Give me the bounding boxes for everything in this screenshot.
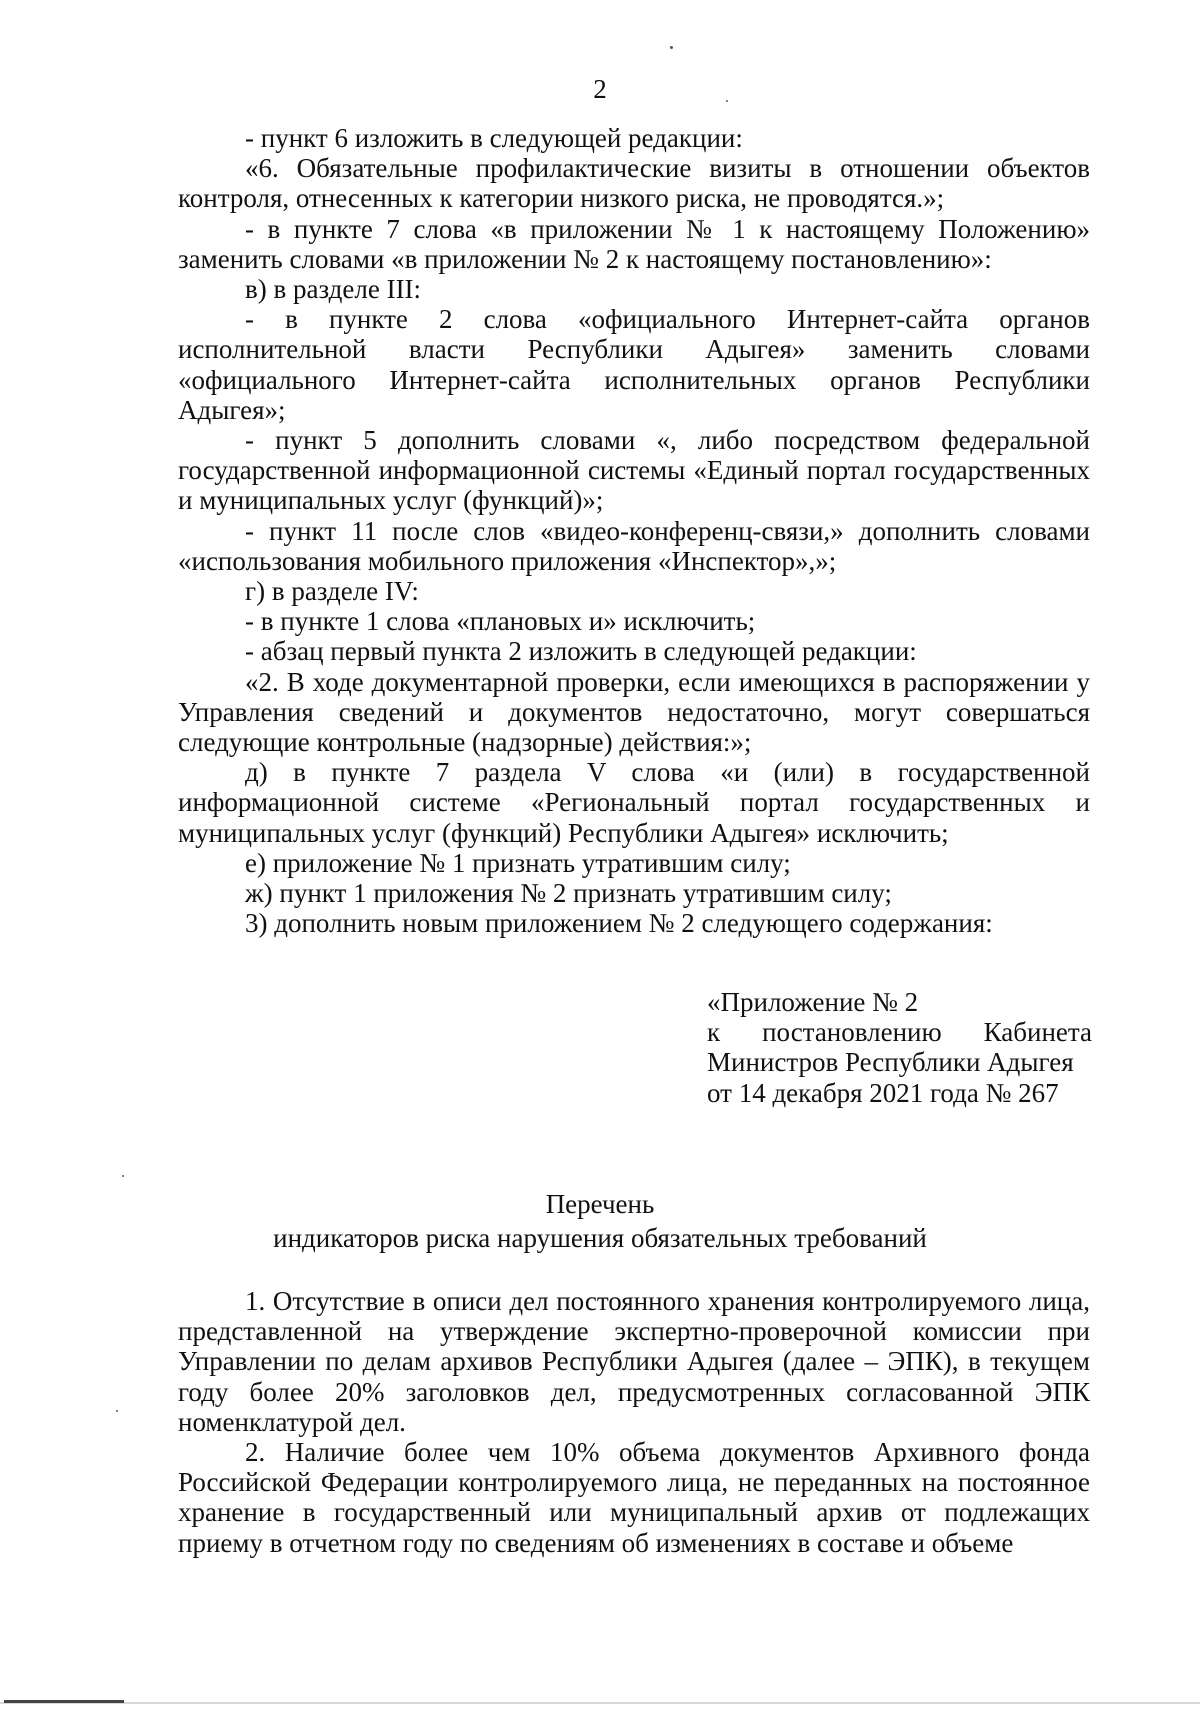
paragraph: д) в пункте 7 раздела V слова «и (или) в государственной информационной системе «Региональный портал государственных и муниципальных услуг (функций) Республики Адыгея» исключить; [178, 757, 1090, 848]
paragraph: - пункт 11 после слов «видео-конференц-связи,» дополнить словами «использования мобильного приложения «Инспектор»,»; [178, 515, 1090, 576]
scan-speck [116, 1410, 118, 1412]
paragraph: ж) пункт 1 приложения № 2 признать утратившим силу; [245, 878, 892, 909]
title-line: индикаторов риска нарушения обязательных требований [273, 1223, 927, 1253]
appendix-reference-word: постановлению [762, 1017, 942, 1048]
paragraph: е) приложение № 1 признать утратившим силу; [245, 847, 791, 878]
paragraph: - пункт 5 дополнить словами «, либо посредством федеральной государственной информационной системы «Единый портал государственных и муниципальных услуг (функций)»; [178, 425, 1090, 516]
appendix-reference-line: Министров Республики Адыгея [707, 1047, 1074, 1078]
appendix-reference-line: от 14 декабря 2021 года № 267 [707, 1077, 1059, 1108]
section-title [0, 1187, 1200, 1255]
appendix-reference-word: Кабинета [983, 1017, 1092, 1048]
list-item: 2. Наличие более чем 10% объема документов Архивного фонда Российской Федерации контролируемого лица, не переданных на постоянное хранение в государственный или муниципальный архив от подлежащих приему в отчетном году по сведениям об изменениях в составе и объеме [178, 1437, 1090, 1558]
paragraph: - в пункте 7 слова «в приложении № 1 к настоящему Положению» заменить словами «в приложении № 2 к настоящему постановлению»: [178, 213, 1090, 274]
list-item: 1. Отсутствие в описи дел постоянного хранения контролируемого лица, представленной на утверждение экспертно-проверочной комиссии при Управлении по делам архивов Республики Адыгея (далее – ЭПК), в текущем году более 20% заголовков дел, предусмотренных согласованной ЭПК номенклатурой дел. [178, 1286, 1090, 1437]
appendix-reference-block [707, 987, 1092, 1108]
scan-speck [122, 1175, 124, 1177]
paragraph: г) в разделе IV: [245, 576, 419, 607]
paragraph: - в пункте 2 слова «официального Интернет-сайта органов исполнительной власти Республики Адыгея» заменить словами «официального Интернет-сайта исполнительных органов Республики Адыгея»; [178, 304, 1090, 425]
appendix-reference-line [707, 1017, 1092, 1047]
paragraph: - пункт 6 изложить в следующей редакции: [245, 123, 743, 153]
amendment-text [178, 123, 1090, 938]
scan-speck [670, 46, 673, 49]
paragraph: - абзац первый пункта 2 изложить в следующей редакции: [245, 636, 917, 667]
paragraph: «2. В ходе документарной проверки, если имеющихся в распоряжении у Управления сведений и документов недостаточно, могут совершаться следующие контрольные (надзорные) действия:»; [178, 666, 1090, 758]
paragraph: «6. Обязательные профилактические визиты в отношении объектов контроля, отнесенных к категории низкого риска, не проводятся.»; [178, 153, 1090, 214]
appendix-reference-line: «Приложение № 2 [707, 987, 919, 1017]
scan-speck [726, 100, 728, 102]
scan-edge-line [0, 1702, 1200, 1704]
page-number: 2 [593, 74, 607, 104]
paragraph: в) в разделе III: [245, 274, 422, 305]
paragraph: 3) дополнить новым приложением № 2 следующего содержания: [245, 908, 993, 939]
scan-edge-mark [4, 1700, 124, 1703]
paragraph: - в пункте 1 слова «плановых и» исключить; [245, 606, 756, 637]
appendix-reference-word: к [707, 1017, 721, 1048]
title-line: Перечень [545, 1189, 655, 1219]
risk-indicators-list [178, 1286, 1090, 1558]
